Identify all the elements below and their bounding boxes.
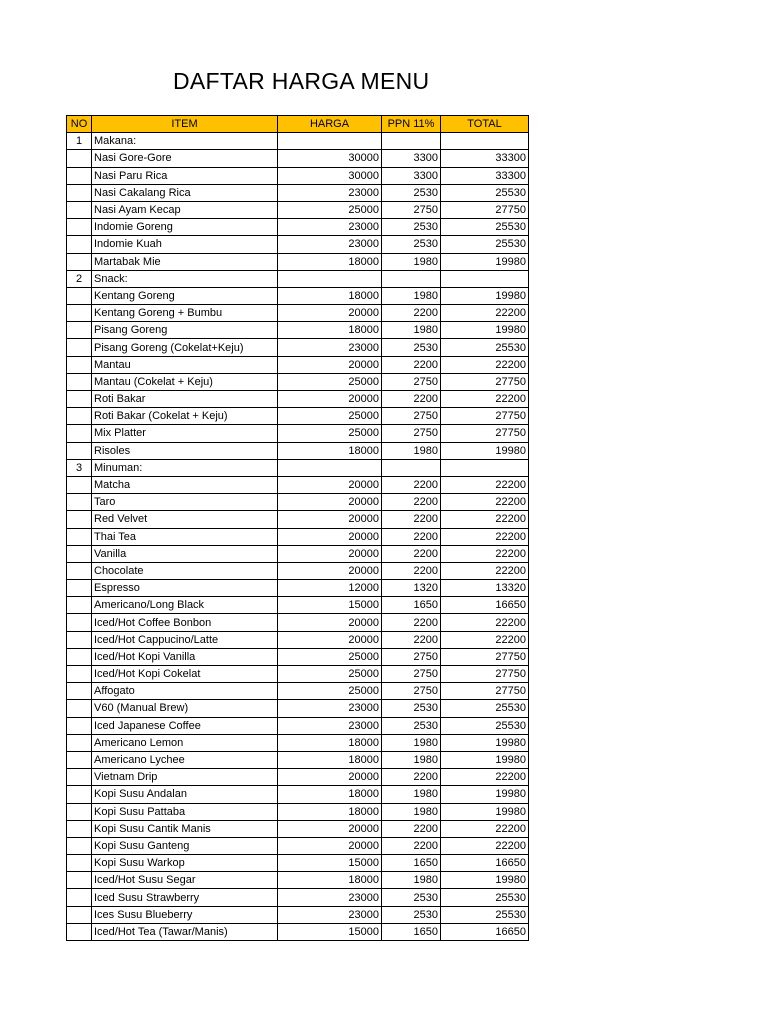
cell-no [67, 648, 92, 665]
cell-total: 19980 [441, 442, 529, 459]
cell-harga: 20000 [278, 769, 382, 786]
cell-ppn: 2750 [382, 408, 441, 425]
table-row [67, 786, 529, 803]
table-row [67, 923, 529, 940]
cell-ppn: 1320 [382, 580, 441, 597]
cell-no [67, 597, 92, 614]
cell-total: 16650 [441, 855, 529, 872]
cell-harga: 23000 [278, 906, 382, 923]
cell-item: Iced/Hot Tea (Tawar/Manis) [92, 923, 278, 940]
cell-ppn: 2200 [382, 494, 441, 511]
cell-ppn: 2530 [382, 717, 441, 734]
cell-total: 22200 [441, 511, 529, 528]
cell-no [67, 150, 92, 167]
cell-no [67, 305, 92, 322]
cell-harga: 18000 [278, 287, 382, 304]
cell-ppn: 2200 [382, 356, 441, 373]
cell-total: 27750 [441, 683, 529, 700]
cell-harga: 23000 [278, 339, 382, 356]
cell-item: Iced/Hot Kopi Vanilla [92, 648, 278, 665]
cell-harga: 23000 [278, 889, 382, 906]
cell-item: Risoles [92, 442, 278, 459]
cell-ppn: 1980 [382, 751, 441, 768]
table-row [67, 666, 529, 683]
cell-harga: 25000 [278, 201, 382, 218]
cell-harga: 15000 [278, 855, 382, 872]
cell-ppn: 2530 [382, 339, 441, 356]
cell-no [67, 442, 92, 459]
cell-no [67, 408, 92, 425]
cell-ppn: 1980 [382, 734, 441, 751]
cell-harga: 12000 [278, 580, 382, 597]
table-row [67, 322, 529, 339]
table-row [67, 837, 529, 854]
cell-total: 27750 [441, 408, 529, 425]
cell-harga: 23000 [278, 184, 382, 201]
cell-harga: 20000 [278, 305, 382, 322]
cell-total: 33300 [441, 150, 529, 167]
cell-ppn: 2200 [382, 769, 441, 786]
cell-no [67, 167, 92, 184]
cell-item: Matcha [92, 476, 278, 493]
cell-no [67, 923, 92, 940]
cell-item: Iced/Hot Cappucino/Latte [92, 631, 278, 648]
cell-total: 25530 [441, 700, 529, 717]
cell-total: 19980 [441, 872, 529, 889]
cell-harga: 18000 [278, 751, 382, 768]
cell-harga [278, 270, 382, 287]
table-row [67, 717, 529, 734]
cell-no [67, 906, 92, 923]
cell-item: Mantau [92, 356, 278, 373]
cell-item: Vanilla [92, 545, 278, 562]
cell-no [67, 425, 92, 442]
cell-harga: 20000 [278, 545, 382, 562]
cell-ppn: 2530 [382, 700, 441, 717]
cell-harga: 25000 [278, 425, 382, 442]
table-row [67, 872, 529, 889]
cell-no [67, 631, 92, 648]
cell-item: Martabak Mie [92, 253, 278, 270]
cell-ppn: 1980 [382, 253, 441, 270]
cell-no [67, 872, 92, 889]
cell-total: 19980 [441, 287, 529, 304]
cell-ppn: 2200 [382, 511, 441, 528]
cell-harga: 20000 [278, 528, 382, 545]
cell-item: Red Velvet [92, 511, 278, 528]
cell-total: 27750 [441, 666, 529, 683]
table-row [67, 494, 529, 511]
cell-ppn: 2530 [382, 906, 441, 923]
cell-harga [278, 133, 382, 150]
cell-harga: 15000 [278, 923, 382, 940]
cell-no [67, 855, 92, 872]
table-row [67, 391, 529, 408]
table-row [67, 236, 529, 253]
cell-ppn: 2750 [382, 201, 441, 218]
cell-ppn: 2750 [382, 666, 441, 683]
cell-no [67, 683, 92, 700]
table-row [67, 219, 529, 236]
cell-total: 22200 [441, 837, 529, 854]
cell-ppn: 2750 [382, 373, 441, 390]
cell-total: 19980 [441, 322, 529, 339]
cell-no [67, 511, 92, 528]
table-row [67, 734, 529, 751]
cell-no [67, 889, 92, 906]
cell-total [441, 133, 529, 150]
cell-total: 27750 [441, 648, 529, 665]
cell-item: Indomie Goreng [92, 219, 278, 236]
cell-item: Americano/Long Black [92, 597, 278, 614]
cell-item: Iced/Hot Susu Segar [92, 872, 278, 889]
cell-no [67, 562, 92, 579]
cell-no: 1 [67, 133, 92, 150]
cell-ppn [382, 459, 441, 476]
table-row [67, 442, 529, 459]
cell-no [67, 666, 92, 683]
header-no: NO [67, 116, 92, 133]
cell-no [67, 786, 92, 803]
cell-item: Americano Lemon [92, 734, 278, 751]
cell-harga: 23000 [278, 717, 382, 734]
table-row [67, 769, 529, 786]
cell-no [67, 476, 92, 493]
cell-total: 25530 [441, 219, 529, 236]
table-row [67, 459, 529, 476]
table-row [67, 683, 529, 700]
cell-item: Iced/Hot Kopi Cokelat [92, 666, 278, 683]
cell-harga: 15000 [278, 597, 382, 614]
table-row [67, 700, 529, 717]
cell-harga: 25000 [278, 666, 382, 683]
table-row [67, 580, 529, 597]
cell-item: Vietnam Drip [92, 769, 278, 786]
table-row [67, 253, 529, 270]
cell-ppn: 2200 [382, 476, 441, 493]
cell-total: 27750 [441, 425, 529, 442]
table-row [67, 167, 529, 184]
table-row [67, 425, 529, 442]
cell-ppn: 2750 [382, 683, 441, 700]
cell-item: Pisang Goreng (Cokelat+Keju) [92, 339, 278, 356]
cell-ppn: 1980 [382, 287, 441, 304]
cell-total: 27750 [441, 373, 529, 390]
cell-harga: 20000 [278, 391, 382, 408]
table-row [67, 631, 529, 648]
cell-item: Kopi Susu Ganteng [92, 837, 278, 854]
table-row [67, 820, 529, 837]
cell-no [67, 751, 92, 768]
table-row [67, 648, 529, 665]
table-row [67, 476, 529, 493]
cell-item: Pisang Goreng [92, 322, 278, 339]
cell-ppn: 2200 [382, 614, 441, 631]
cell-total: 22200 [441, 562, 529, 579]
cell-total: 19980 [441, 751, 529, 768]
cell-item: Kentang Goreng [92, 287, 278, 304]
cell-item: Minuman: [92, 459, 278, 476]
cell-no [67, 184, 92, 201]
cell-item: Chocolate [92, 562, 278, 579]
cell-ppn: 1650 [382, 855, 441, 872]
cell-item: Nasi Gore-Gore [92, 150, 278, 167]
table-row [67, 270, 529, 287]
cell-ppn: 1650 [382, 597, 441, 614]
cell-harga: 20000 [278, 614, 382, 631]
cell-no [67, 837, 92, 854]
cell-item: V60 (Manual Brew) [92, 700, 278, 717]
header-total: TOTAL [441, 116, 529, 133]
cell-no [67, 356, 92, 373]
table-row [67, 562, 529, 579]
cell-total [441, 459, 529, 476]
table-row [67, 511, 529, 528]
cell-total: 22200 [441, 305, 529, 322]
cell-no [67, 494, 92, 511]
table-row [67, 339, 529, 356]
cell-item: Kopi Susu Cantik Manis [92, 820, 278, 837]
table-body [67, 133, 529, 941]
cell-harga: 18000 [278, 872, 382, 889]
cell-ppn [382, 270, 441, 287]
cell-ppn: 1980 [382, 872, 441, 889]
cell-item: Nasi Cakalang Rica [92, 184, 278, 201]
cell-no [67, 769, 92, 786]
cell-item: Makana: [92, 133, 278, 150]
cell-no [67, 253, 92, 270]
cell-total: 16650 [441, 597, 529, 614]
cell-total: 22200 [441, 476, 529, 493]
table-row [67, 201, 529, 218]
cell-ppn: 2200 [382, 837, 441, 854]
cell-item: Kopi Susu Warkop [92, 855, 278, 872]
cell-harga: 23000 [278, 219, 382, 236]
cell-total: 25530 [441, 889, 529, 906]
cell-total: 22200 [441, 528, 529, 545]
cell-total: 22200 [441, 545, 529, 562]
cell-harga: 23000 [278, 700, 382, 717]
cell-harga: 18000 [278, 322, 382, 339]
cell-ppn: 2200 [382, 391, 441, 408]
cell-harga: 18000 [278, 786, 382, 803]
cell-item: Affogato [92, 683, 278, 700]
cell-total: 22200 [441, 494, 529, 511]
cell-no [67, 803, 92, 820]
table-row [67, 305, 529, 322]
cell-total: 25530 [441, 717, 529, 734]
table-row [67, 614, 529, 631]
cell-ppn: 2200 [382, 528, 441, 545]
cell-harga: 20000 [278, 837, 382, 854]
cell-ppn: 2530 [382, 219, 441, 236]
table-row [67, 597, 529, 614]
cell-no [67, 391, 92, 408]
cell-item: Nasi Paru Rica [92, 167, 278, 184]
cell-harga: 25000 [278, 648, 382, 665]
cell-ppn: 1980 [382, 442, 441, 459]
cell-item: Mix Platter [92, 425, 278, 442]
cell-no: 2 [67, 270, 92, 287]
cell-harga: 18000 [278, 734, 382, 751]
cell-item: Iced Susu Strawberry [92, 889, 278, 906]
cell-ppn [382, 133, 441, 150]
cell-total: 22200 [441, 769, 529, 786]
cell-ppn: 3300 [382, 167, 441, 184]
cell-item: Nasi Ayam Kecap [92, 201, 278, 218]
cell-ppn: 2750 [382, 425, 441, 442]
cell-no [67, 287, 92, 304]
cell-ppn: 1980 [382, 322, 441, 339]
cell-no [67, 700, 92, 717]
cell-total: 25530 [441, 184, 529, 201]
cell-ppn: 2530 [382, 236, 441, 253]
cell-total: 27750 [441, 201, 529, 218]
cell-total: 22200 [441, 820, 529, 837]
cell-item: Kentang Goreng + Bumbu [92, 305, 278, 322]
cell-item: Snack: [92, 270, 278, 287]
cell-ppn: 2530 [382, 889, 441, 906]
cell-no [67, 580, 92, 597]
cell-no [67, 219, 92, 236]
cell-harga: 20000 [278, 820, 382, 837]
cell-total: 19980 [441, 803, 529, 820]
cell-no [67, 528, 92, 545]
cell-ppn: 2200 [382, 820, 441, 837]
cell-item: Americano Lychee [92, 751, 278, 768]
cell-total: 13320 [441, 580, 529, 597]
cell-total: 25530 [441, 236, 529, 253]
page-title: DAFTAR HARGA MENU [173, 68, 430, 94]
table-row [67, 855, 529, 872]
cell-total: 19980 [441, 734, 529, 751]
cell-no [67, 545, 92, 562]
cell-item: Kopi Susu Andalan [92, 786, 278, 803]
cell-total: 22200 [441, 391, 529, 408]
cell-no [67, 614, 92, 631]
cell-ppn: 3300 [382, 150, 441, 167]
cell-harga: 18000 [278, 253, 382, 270]
cell-total: 22200 [441, 631, 529, 648]
cell-harga: 20000 [278, 511, 382, 528]
cell-no [67, 717, 92, 734]
cell-item: Roti Bakar [92, 391, 278, 408]
cell-item: Taro [92, 494, 278, 511]
cell-total: 22200 [441, 614, 529, 631]
cell-no [67, 201, 92, 218]
header-harga: HARGA [278, 116, 382, 133]
cell-item: Ices Susu Blueberry [92, 906, 278, 923]
price-table [66, 115, 529, 941]
cell-total: 33300 [441, 167, 529, 184]
cell-harga: 25000 [278, 373, 382, 390]
cell-harga: 18000 [278, 803, 382, 820]
cell-item: Iced Japanese Coffee [92, 717, 278, 734]
table-header-row [67, 116, 529, 133]
cell-ppn: 2200 [382, 562, 441, 579]
table-row [67, 133, 529, 150]
cell-no [67, 322, 92, 339]
cell-harga: 20000 [278, 494, 382, 511]
cell-item: Iced/Hot Coffee Bonbon [92, 614, 278, 631]
cell-no [67, 236, 92, 253]
cell-total: 25530 [441, 906, 529, 923]
table-row [67, 528, 529, 545]
table-row [67, 803, 529, 820]
cell-total: 16650 [441, 923, 529, 940]
cell-ppn: 1650 [382, 923, 441, 940]
cell-ppn: 2530 [382, 184, 441, 201]
cell-harga [278, 459, 382, 476]
cell-total: 19980 [441, 253, 529, 270]
cell-item: Kopi Susu Pattaba [92, 803, 278, 820]
cell-ppn: 1980 [382, 786, 441, 803]
cell-item: Espresso [92, 580, 278, 597]
cell-total: 19980 [441, 786, 529, 803]
cell-no [67, 373, 92, 390]
table-row [67, 906, 529, 923]
cell-total: 25530 [441, 339, 529, 356]
cell-item: Roti Bakar (Cokelat + Keju) [92, 408, 278, 425]
cell-item: Indomie Kuah [92, 236, 278, 253]
cell-no [67, 339, 92, 356]
cell-ppn: 2750 [382, 648, 441, 665]
header-item: ITEM [92, 116, 278, 133]
cell-item: Thai Tea [92, 528, 278, 545]
cell-total: 22200 [441, 356, 529, 373]
cell-harga: 20000 [278, 562, 382, 579]
table-row [67, 408, 529, 425]
cell-harga: 20000 [278, 356, 382, 373]
header-ppn: PPN 11% [382, 116, 441, 133]
table-row [67, 751, 529, 768]
table-row [67, 373, 529, 390]
cell-harga: 18000 [278, 442, 382, 459]
table-row [67, 287, 529, 304]
cell-no: 3 [67, 459, 92, 476]
cell-total [441, 270, 529, 287]
table-row [67, 184, 529, 201]
cell-harga: 30000 [278, 167, 382, 184]
cell-no [67, 734, 92, 751]
table-row [67, 889, 529, 906]
cell-harga: 20000 [278, 631, 382, 648]
cell-harga: 25000 [278, 683, 382, 700]
cell-harga: 23000 [278, 236, 382, 253]
cell-harga: 20000 [278, 476, 382, 493]
table-row [67, 545, 529, 562]
table-row [67, 150, 529, 167]
cell-no [67, 820, 92, 837]
cell-item: Mantau (Cokelat + Keju) [92, 373, 278, 390]
cell-ppn: 2200 [382, 305, 441, 322]
cell-harga: 30000 [278, 150, 382, 167]
cell-ppn: 2200 [382, 545, 441, 562]
cell-ppn: 1980 [382, 803, 441, 820]
cell-harga: 25000 [278, 408, 382, 425]
cell-ppn: 2200 [382, 631, 441, 648]
table-row [67, 356, 529, 373]
